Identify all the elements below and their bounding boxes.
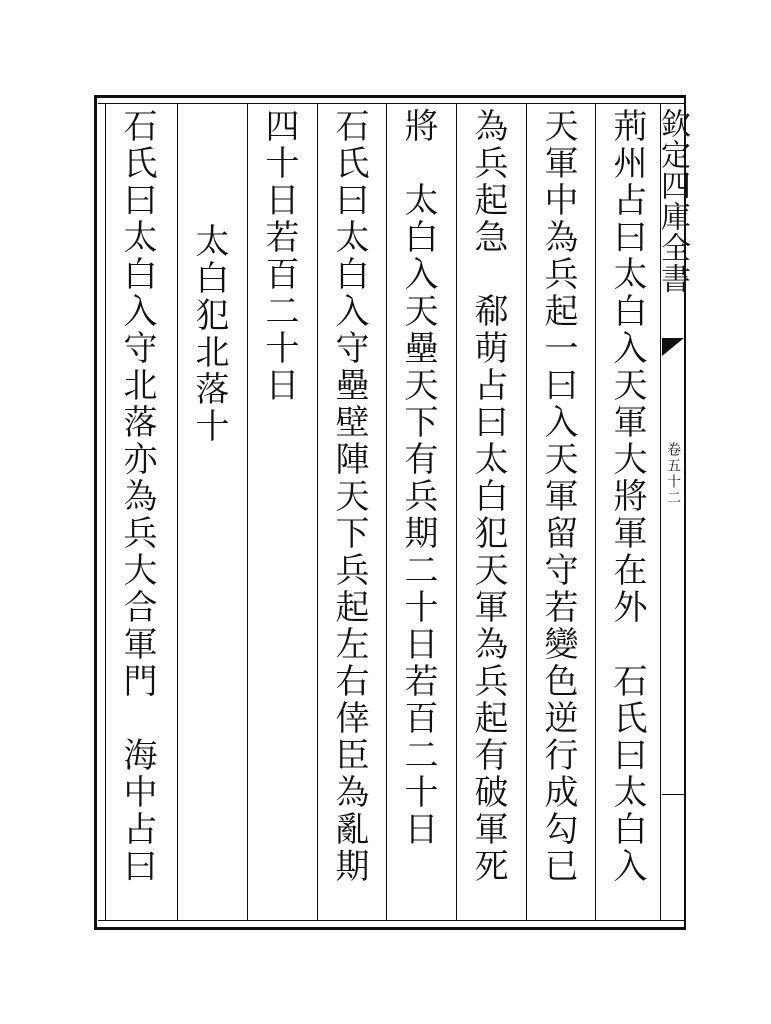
text-column-1: 荊州占曰太白入天軍大將軍在外 石氏曰太白入 [607,108,647,885]
text-column-4: 將 太白入天壘天下有兵期二十日若百二十日 [398,108,438,848]
column-divider [526,103,527,921]
text-column-3: 為兵起急 郗萌占曰太白犯天軍為兵起有破軍死 [468,108,508,885]
frame-bottom-outer [94,927,686,930]
margin-book-title: 欽定四庫全書 [655,108,690,294]
frame-left-inner [105,103,106,921]
frame-bottom-inner [98,920,684,921]
column-divider [317,103,318,921]
text-column-7: 太白犯北落十 [189,186,229,445]
text-column-8: 石氏曰太白入守北落亦為兵大合軍門 海中占曰 [117,108,157,885]
margin-tick [662,794,684,795]
frame-top-outer [94,95,686,98]
column-divider [386,103,387,921]
frame-left-outer [94,95,97,930]
column-divider [456,103,457,921]
column-divider [177,103,178,921]
margin-juan-number: 卷五十二 [665,442,681,506]
text-column-5: 石氏曰太白入守壘壁陣天下兵起左右倖臣為亂期 [329,108,369,885]
fish-tail-marker [662,338,684,356]
column-divider [247,103,248,921]
text-column-6: 四十日若百二十日 [259,108,299,404]
frame-top-inner [98,103,684,104]
text-column-2: 天軍中為兵起一曰入天軍留守若變色逆行成勾已 [538,108,578,885]
column-divider [595,103,596,921]
